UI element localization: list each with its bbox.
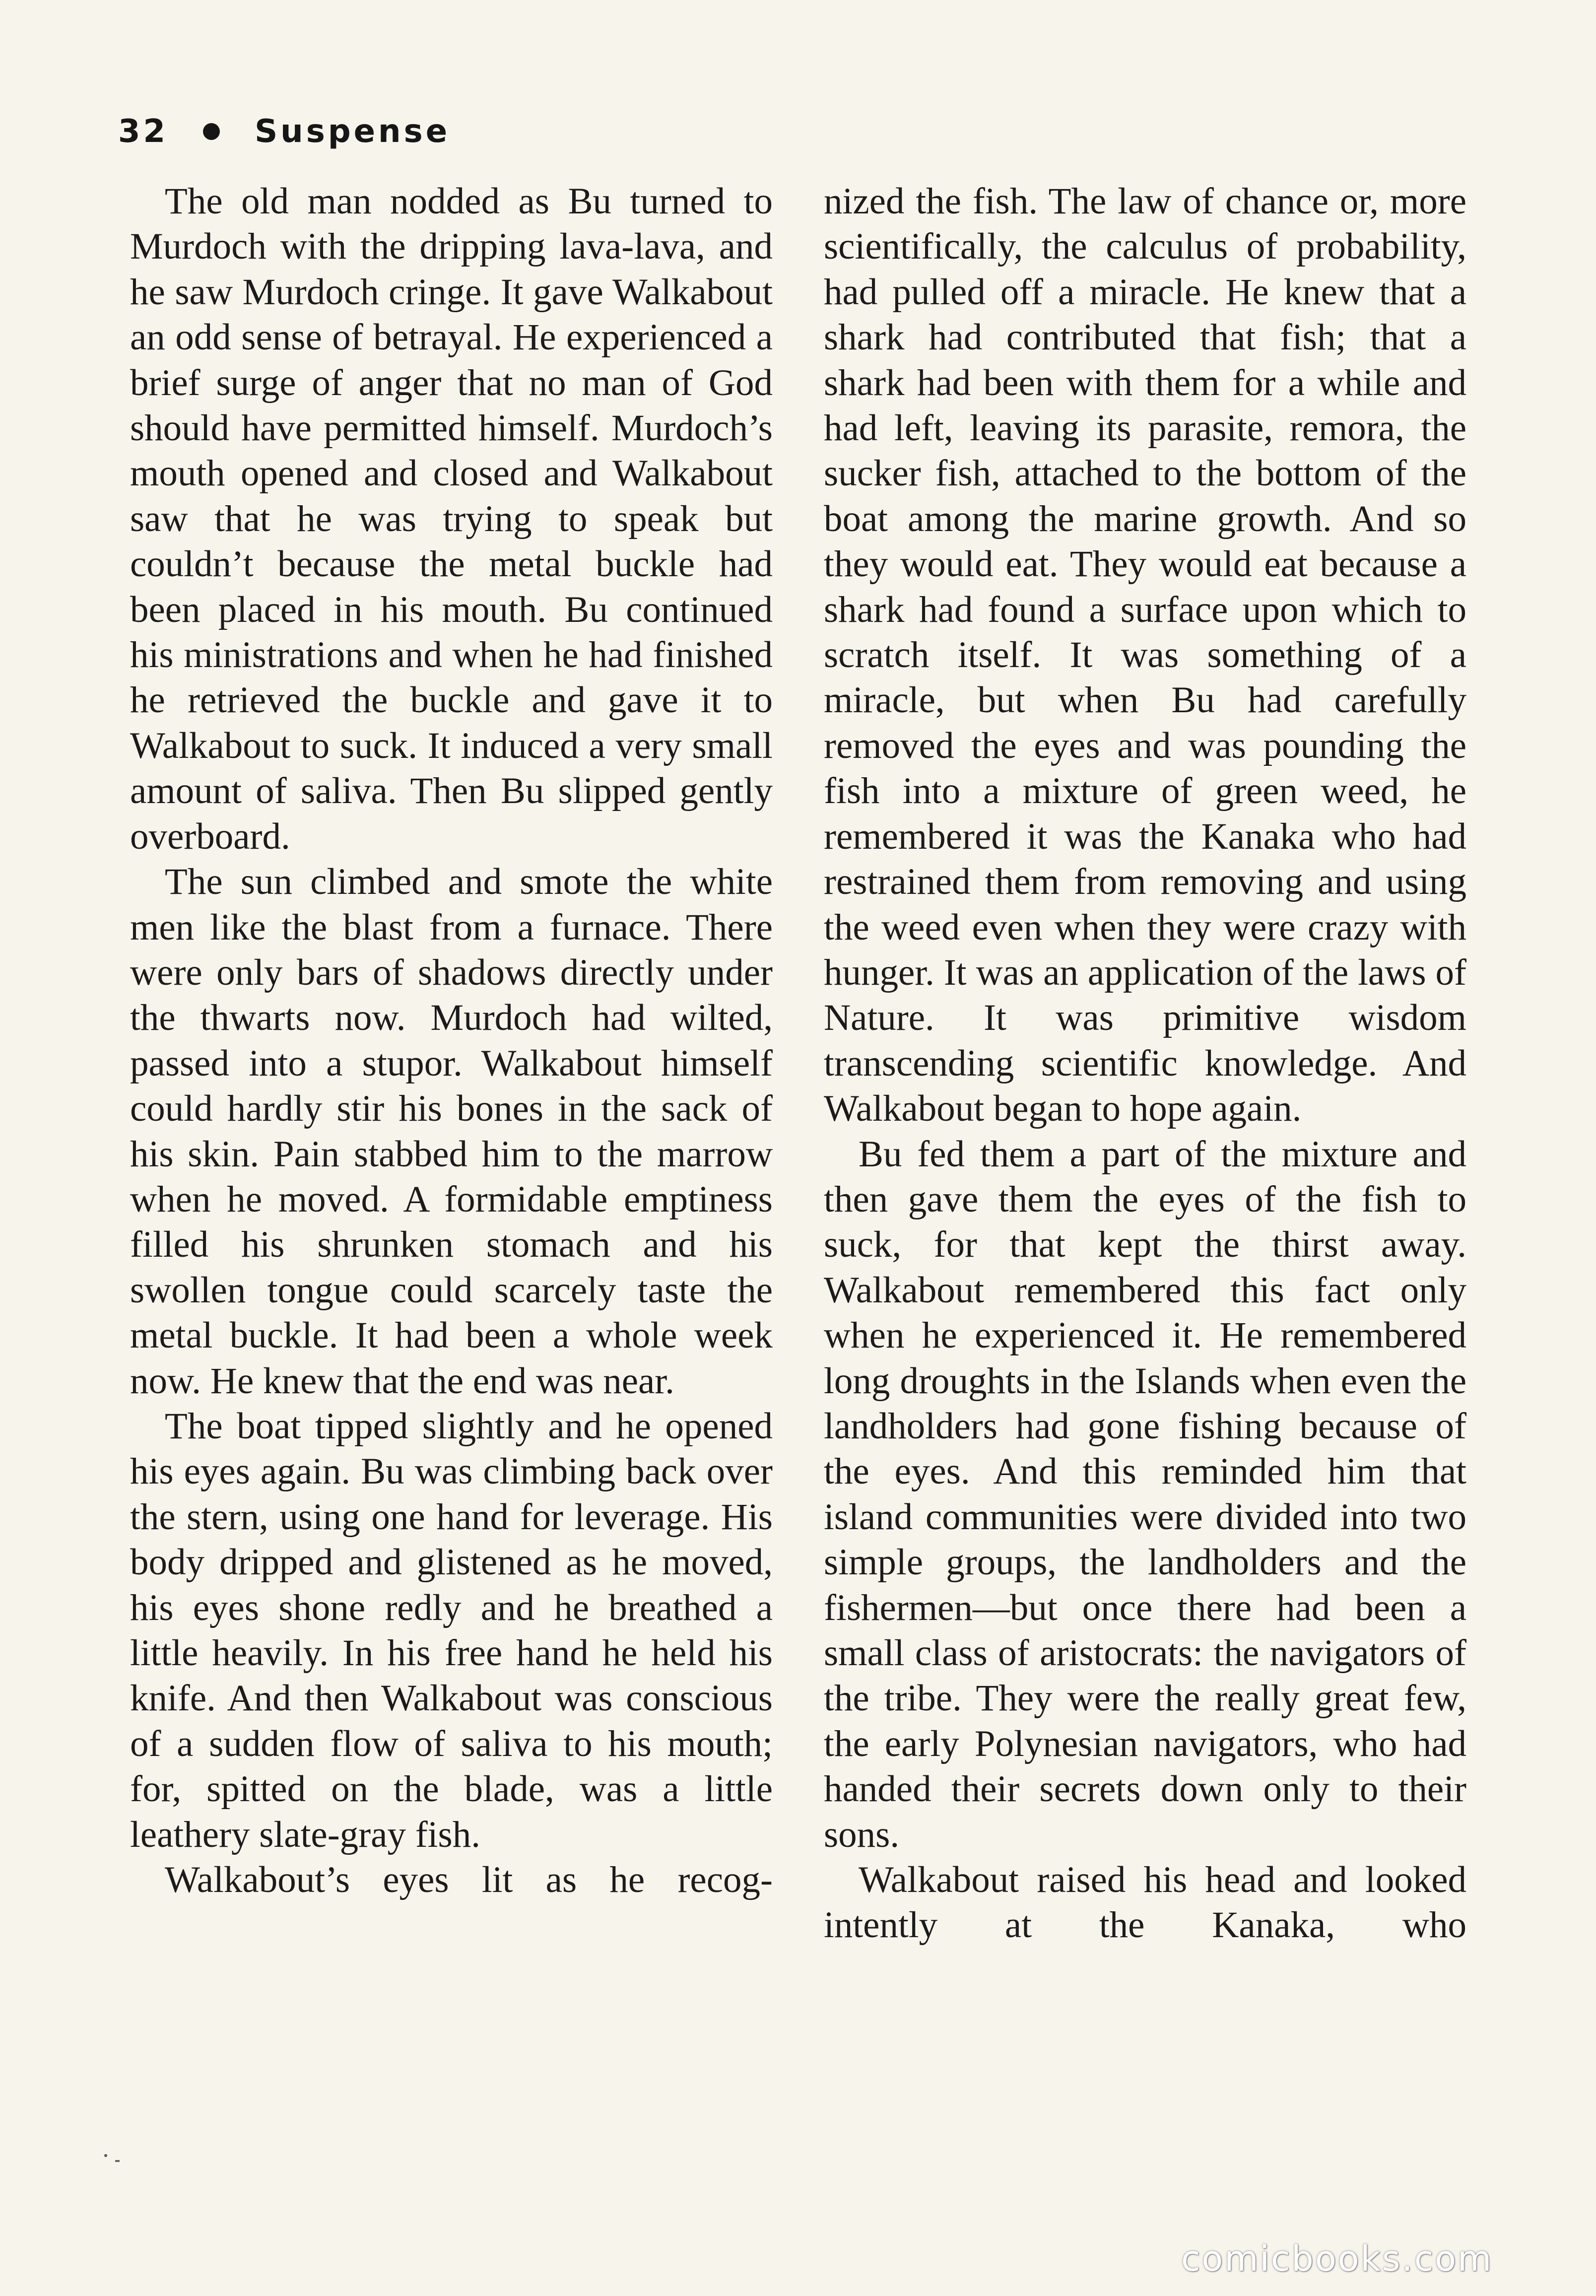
print-speck [115,2160,120,2162]
paragraph: Bu fed them a part of the mixture and then gave them the eyes of the fish to suck, for that kept the thirst away. Walkabout remembered this fact only when he experienced it. He remembered long droughts in the Islands when even the landholders had gone fishing because of the eyes. And this reminded him that island communities were divided into two simple groups, the landholders and the fishermen—but once there had been a small class of aristocrats: the navigators of the tribe. They were the really great few, the early Polynesian navigators, who had handed their secrets down only to their sons. [824,1133,1466,1855]
left-column [130,179,773,1902]
paragraph: The boat tipped slightly and he opened his eyes again. Bu was climbing back over the stern, using one hand for leverage. His body dripped and glistened as he moved, his eyes shone redly and he breathed a little heavily. In his free hand he held his knife. And then Walkabout was conscious of a sudden flow of saliva to his mouth; for, spitted on the blade, was a little leathery slate-gray fish. [130,1405,773,1855]
print-speck [104,2154,107,2157]
paragraph: The old man nodded as Bu turned to Murdoch with the dripping lava-lava, and he saw Murdoch cringe. It gave Walkabout an odd sense of betrayal. He experienced a brief surge of anger that no man of God should have permitted himself. Murdoch’s mouth opened and closed and Walkabout saw that he was trying to speak but couldn’t because the metal buckle had been placed in his mouth. Bu continued his ministrations and when he had finished he retrieved the buckle and gave it to Walkabout to suck. It induced a very small amount of saliva. Then Bu slipped gently overboard. [130,181,773,857]
site-watermark: comicbooks.com [1181,2238,1493,2279]
magazine-title: Suspense [255,113,451,150]
paragraph: Walkabout’s eyes lit as he recog- [165,1859,773,1901]
page-number: 32 [118,113,169,150]
bullet-separator [203,123,220,140]
paragraph: The sun climbed and smote the white men like the blast from a furnace. There were only bars of shadows directly under the thwarts now. Murdoch had wilted, passed into a stupor. Walkabout himself could hardly stir his bones in the sack of his skin. Pain stabbed him to the marrow when he moved. A formidable emptiness filled his shrunken stomach and his swollen tongue could scarcely taste the metal buckle. It had been a whole week now. He knew that the end was near. [130,861,773,1402]
running-header [118,113,450,150]
paragraph: Walkabout raised his head and looked intently at the Kanaka, who [824,1859,1466,1946]
right-column [824,179,1466,1948]
paragraph: nized the fish. The law of chance or, more scientifically, the calculus of probability, had pulled off a miracle. He knew that a shark had contributed that fish; that a shark had been with them for a while and had left, leaving its parasite, remora, the sucker fish, attached to the bottom of the boat among the marine growth. And so they would eat. They would eat because a shark had found a surface upon which to scratch itself. It was something of a miracle, but when Bu had carefully removed the eyes and was pounding the fish into a mixture of green weed, he remembered it was the Kanaka who had restrained them from removing and using the weed even when they were crazy with hunger. It was an application of the laws of Nature. It was primitive wisdom transcending scientific knowledge. And Walkabout began to hope again. [824,181,1466,1130]
